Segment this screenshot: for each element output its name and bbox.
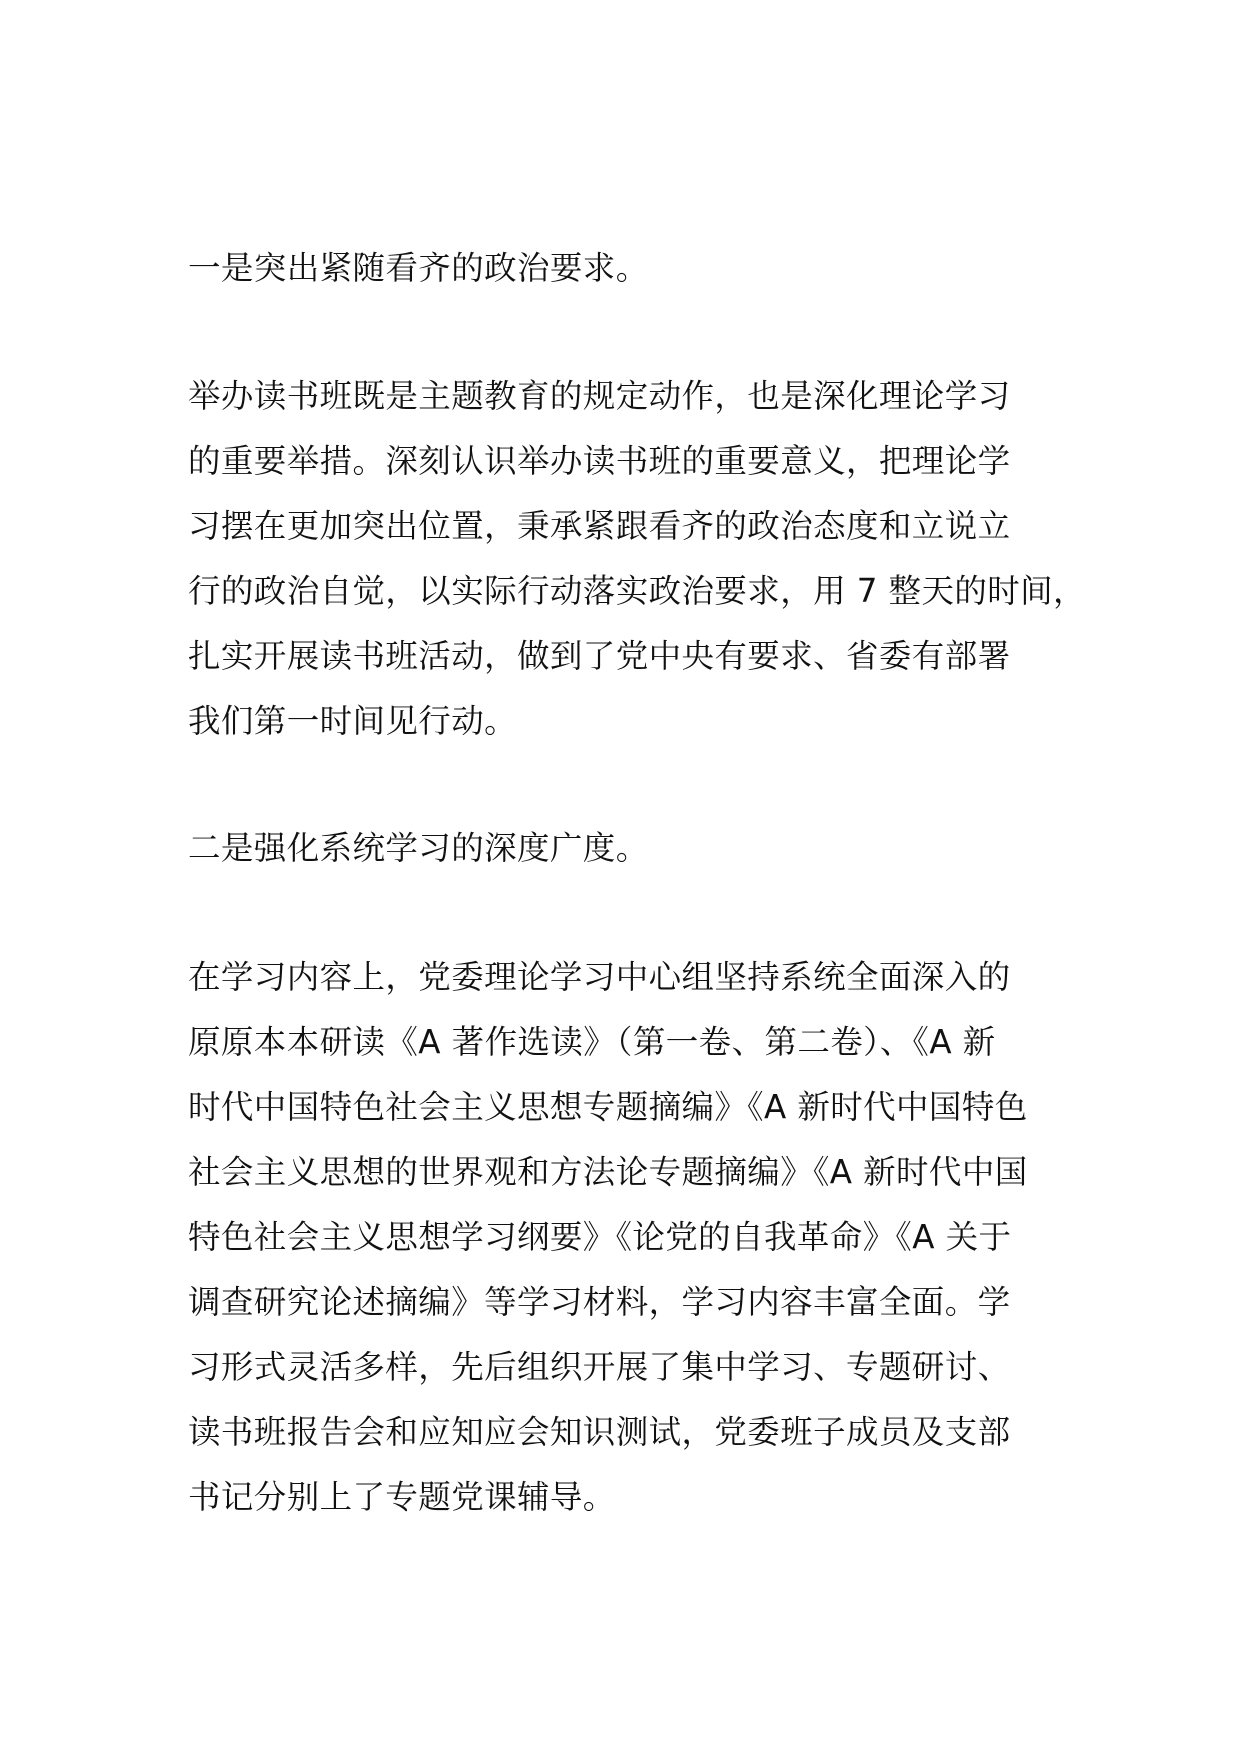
- paragraph-line: 社会主义思想的世界观和方法论专题摘编》《A 新时代中国: [188, 1153, 1028, 1191]
- section-heading-1: [188, 236, 1088, 301]
- paragraph-line: 习形式灵活多样，先后组织开展了集中学习、专题研讨、: [188, 1348, 1011, 1386]
- heading-line: 二是强化系统学习的深度广度。: [188, 829, 649, 867]
- paragraph-line: 的重要举措。深刻认识举办读书班的重要意义，把理论学: [188, 442, 1011, 480]
- paragraph-line: 原原本本研读《A 著作选读》（第一卷、第二卷）、《A 新: [188, 1023, 996, 1061]
- paragraph-line: 特色社会主义思想学习纲要》《论党的自我革命》《A 关于: [188, 1218, 1012, 1256]
- paragraph-line: 书记分别上了专题党课辅导。: [188, 1478, 616, 1516]
- paragraph-line: 行的政治自觉，以实际行动落实政治要求，用 7 整天的时间，: [188, 572, 1086, 610]
- paragraph-line: 扎实开展读书班活动，做到了党中央有要求、省委有部署: [188, 637, 1011, 675]
- paragraph-line: 在学习内容上，党委理论学习中心组坚持系统全面深入的: [188, 958, 1011, 996]
- paragraph-line: 举办读书班既是主题教育的规定动作，也是深化理论学习: [188, 377, 1011, 415]
- paragraph-line: 习摆在更加突出位置，秉承紧跟看齐的政治态度和立说立: [188, 507, 1011, 545]
- paragraph-line: 调查研究论述摘编》等学习材料，学习内容丰富全面。学: [188, 1283, 1011, 1321]
- paragraph-line: 时代中国特色社会主义思想专题摘编》《A 新时代中国特色: [188, 1088, 1028, 1126]
- paragraph-2: [188, 945, 1088, 1530]
- heading-line: 一是突出紧随看齐的政治要求。: [188, 249, 649, 287]
- paragraph-line: 读书班报告会和应知应会知识测试，党委班子成员及支部: [188, 1413, 1011, 1451]
- paragraph-line: 我们第一时间见行动。: [188, 702, 518, 740]
- paragraph-1: [188, 364, 1088, 754]
- section-heading-2: [188, 816, 1088, 881]
